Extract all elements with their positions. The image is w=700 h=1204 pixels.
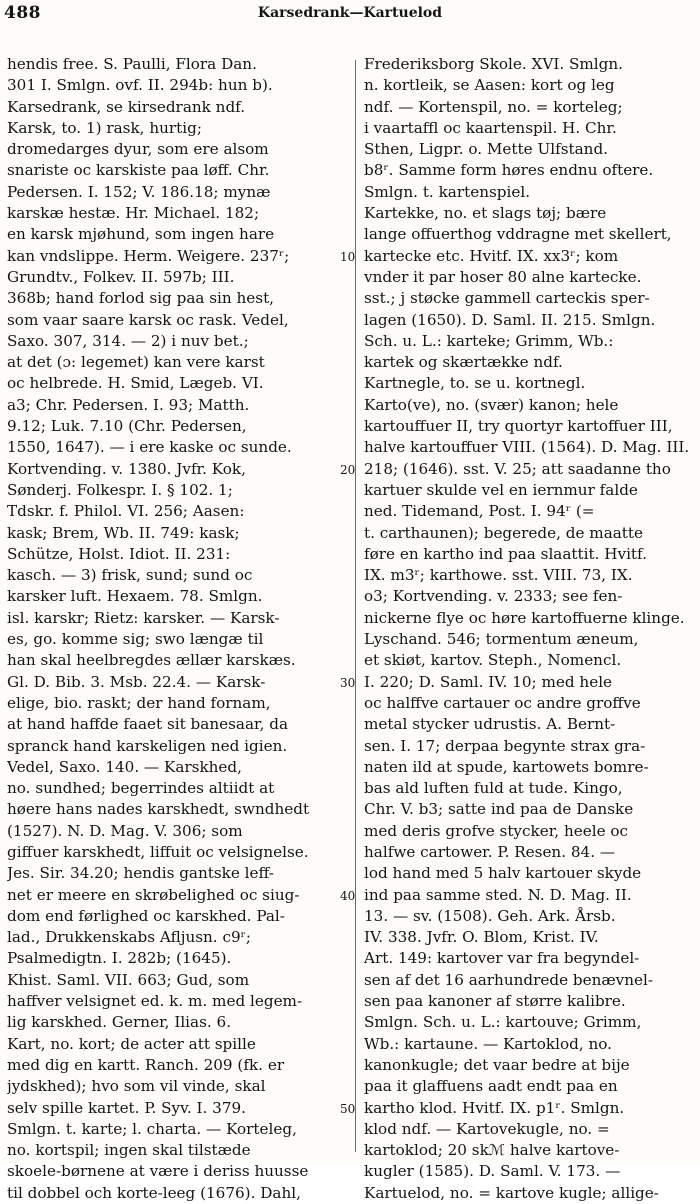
text-line: karsker luft. Hexaem. 78. Smlgn. bbox=[7, 587, 263, 606]
text-line: I. 220; D. Saml. IV. 10; med hele bbox=[364, 672, 613, 691]
text-line: kask; Brem, Wb. II. 749: kask; bbox=[7, 523, 240, 542]
text-line: 301 I. Smlgn. ovf. II. 294b: hun b). bbox=[7, 76, 273, 95]
text-line: selv spille kartet. P. Syv. I. 379. bbox=[7, 1098, 246, 1117]
text-line: 368b; hand forlod sig paa sin hest, bbox=[7, 289, 275, 308]
text-line: kasch. — 3) frisk, sund; sund oc bbox=[7, 566, 253, 585]
text-line: Sch. u. L.: karteke; Grimm, Wb.: bbox=[364, 331, 614, 350]
text-line: kartho klod. Hvitf. IX. p1ʳ. Smlgn. bbox=[364, 1098, 625, 1117]
text-line: n. kortleik, se Aasen: kort og leg bbox=[364, 76, 615, 95]
text-line: Tdskr. f. Philol. VI. 256; Aasen: bbox=[7, 502, 245, 521]
text-line: Sthen, Ligpr. o. Mette Ulfstand. bbox=[364, 140, 608, 159]
text-line: Lyschand. 546; tormentum æneum, bbox=[364, 630, 639, 649]
page-number: 488 bbox=[4, 3, 41, 23]
text-line: Pedersen. I. 152; V. 186.18; mynæ bbox=[7, 182, 271, 201]
text-line: isl. karskr; Rietz: karsker. — Karsk- bbox=[7, 608, 280, 627]
text-line: ndf. — Kortenspil, no. = korteleg; bbox=[364, 97, 623, 116]
text-line: spranck hand karskeligen ned igien. bbox=[7, 736, 288, 755]
text-line: høere hans nades karskhedt, swndhedt bbox=[7, 800, 310, 819]
text-line: metal stycker udrustis. A. Bernt- bbox=[364, 715, 616, 734]
column-divider bbox=[355, 60, 356, 1152]
text-line: Art. 149: kartover var fra begyndel- bbox=[364, 949, 640, 968]
text-line: Vedel, Saxo. 140. — Karskhed, bbox=[7, 757, 242, 776]
text-line: at hand haffde faaet sit banesaar, da bbox=[7, 715, 289, 734]
text-line: giffuer karskhedt, liffuit oc velsignelse. bbox=[7, 842, 309, 861]
text-line: Kart, no. kort; de acter att spille bbox=[7, 1034, 256, 1053]
text-line: kanonkugle; det vaar bedre at bije bbox=[364, 1055, 630, 1074]
text-line: oc helbrede. H. Smid, Lægeb. VI. bbox=[7, 374, 264, 393]
text-line: nickerne flye oc høre kartoffuerne klinge. bbox=[364, 608, 685, 627]
text-line: no. kortspil; ingen skal tilstæde bbox=[7, 1141, 251, 1160]
text-line: 218; (1646). sst. V. 25; att saadanne tho bbox=[364, 459, 671, 478]
text-line: halfwe cartower. P. Resen. 84. — bbox=[364, 842, 616, 861]
page-header bbox=[0, 3, 700, 29]
text-line: Karsedrank, se kirsedrank ndf. bbox=[7, 97, 246, 116]
text-line: o3; Kortvending. v. 2333; see fen- bbox=[364, 587, 623, 606]
text-line: Smlgn. Sch. u. L.: kartouve; Grimm, bbox=[364, 1013, 642, 1032]
margin-line-number: 10 bbox=[340, 249, 356, 264]
text-line: IV. 338. Jvfr. O. Blom, Krist. IV. bbox=[364, 928, 599, 947]
text-line: 13. — sv. (1508). Geh. Ark. Årsb. bbox=[364, 906, 616, 925]
text-line: sen. I. 17; derpaa begynte strax gra- bbox=[364, 736, 646, 755]
text-line: Karto(ve), no. (svær) kanon; hele bbox=[364, 395, 619, 414]
text-line: net er meere en skrøbelighed oc siug- bbox=[7, 885, 300, 904]
text-line: es, go. komme sig; swo længæ til bbox=[7, 630, 264, 649]
text-line: sst.; j støcke gammell carteckis sper- bbox=[364, 289, 650, 308]
text-line: hendis free. S. Paulli, Flora Dan. bbox=[7, 55, 257, 73]
text-line: lange offuerthog vddragne met skellert, bbox=[364, 225, 672, 244]
text-line: som vaar saare karsk oc rask. Vedel, bbox=[7, 310, 289, 329]
text-line: Khist. Saml. VII. 663; Gud, som bbox=[7, 970, 250, 989]
left-column bbox=[7, 54, 344, 1204]
text-line: no. sundhed; begerrindes altiidt at bbox=[7, 779, 275, 798]
text-line: Kartuelod, no. = kartove kugle; allige- bbox=[364, 1183, 659, 1202]
text-line: lod hand med 5 halv kartouer skyde bbox=[364, 864, 642, 883]
text-line: Saxo. 307, 314. — 2) i nuv bet.; bbox=[7, 331, 249, 350]
text-line: i vaartaffl oc kaartenspil. H. Chr. bbox=[364, 118, 617, 137]
text-line: med dig en kartt. Ranch. 209 (fk. er bbox=[7, 1055, 285, 1074]
text-line: Kartnegle, to. se u. kortnegl. bbox=[364, 374, 586, 393]
text-line: klod ndf. — Kartovekugle, no. = bbox=[364, 1119, 610, 1138]
text-line: Kortvending. v. 1380. Jvfr. Kok, bbox=[7, 459, 246, 478]
text-line: sen af det 16 aarhundrede benævnel- bbox=[364, 970, 654, 989]
text-line: Psalmedigtn. I. 282b; (1645). bbox=[7, 949, 232, 968]
text-line: Wb.: kartaune. — Kartoklod, no. bbox=[364, 1034, 612, 1053]
text-line: et skiøt, kartov. Steph., Nomencl. bbox=[364, 651, 622, 670]
text-line: Kartekke, no. et slags tøj; bære bbox=[364, 204, 607, 223]
margin-line-number: 20 bbox=[340, 462, 356, 477]
text-line: Grundtv., Folkev. II. 597b; III. bbox=[7, 267, 235, 286]
text-line: han skal heelbregdes ællær karskæs. bbox=[7, 651, 296, 670]
text-line: dromedarges dyur, som ere alsom bbox=[7, 140, 269, 159]
text-line: kartoklod; 20 skℳ halve kartove- bbox=[364, 1141, 620, 1160]
text-line: lad., Drukkenskabs Afljusn. c9ʳ; bbox=[7, 928, 252, 947]
text-line: med deris grofve stycker, heele oc bbox=[364, 821, 629, 840]
text-line: kugler (1585). D. Saml. V. 173. — bbox=[364, 1162, 621, 1181]
text-line: bas ald luften fuld at tude. Kingo, bbox=[364, 779, 623, 798]
text-line: snariste oc karskiste paa løff. Chr. bbox=[7, 161, 270, 180]
text-line: Smlgn. t. kartenspiel. bbox=[364, 182, 531, 201]
text-line: Schütze, Holst. Idiot. II. 231: bbox=[7, 544, 231, 563]
text-line: dom end førlighed oc karskhed. Pal- bbox=[7, 906, 285, 925]
text-line: Chr. V. b3; satte ind paa de Danske bbox=[364, 800, 634, 819]
text-line: paa it glaffuens aadt endt paa en bbox=[364, 1077, 618, 1096]
margin-line-number: 40 bbox=[340, 888, 356, 903]
text-line: a3; Chr. Pedersen. I. 93; Matth. bbox=[7, 395, 250, 414]
text-line: haffver velsignet ed. k. m. med legem- bbox=[7, 992, 303, 1011]
text-line: 9.12; Luk. 7.10 (Chr. Pedersen, bbox=[7, 417, 247, 436]
text-line: t. carthaunen); begerede, de maatte bbox=[364, 523, 643, 542]
text-line: elige, bio. raskt; der hand fornam, bbox=[7, 693, 271, 712]
text-line: Smlgn. t. karte; l. charta. — Korteleg, bbox=[7, 1119, 297, 1138]
text-line: Karsk, to. 1) rask, hurtig; bbox=[7, 118, 202, 137]
text-line: kartecke etc. Hvitf. IX. xx3ʳ; kom bbox=[364, 246, 619, 265]
text-line: kartuer skulde vel en iernmur falde bbox=[364, 480, 638, 499]
text-line: Jes. Sir. 34.20; hendis gantske leff- bbox=[7, 864, 274, 883]
text-line: ned. Tidemand, Post. I. 94ʳ (= bbox=[364, 502, 595, 521]
text-line: Frederiksborg Skole. XVI. Smlgn. bbox=[364, 55, 623, 73]
margin-line-number: 50 bbox=[340, 1101, 356, 1116]
margin-line-number: 30 bbox=[340, 675, 356, 690]
running-head: Karsedrank—Kartuelod bbox=[257, 5, 443, 21]
text-line: karskæ hestæ. Hr. Michael. 182; bbox=[7, 204, 260, 223]
text-line: 1550, 1647). — i ere kaske oc sunde. bbox=[7, 438, 292, 457]
text-line: Gl. D. Bib. 3. Msb. 22.4. — Karsk- bbox=[7, 672, 266, 691]
text-line: jydskhed); hvo som vil vinde, skal bbox=[7, 1077, 266, 1096]
text-line: skoele-børnene at være i deriss huusse bbox=[7, 1162, 309, 1181]
text-line: oc halffve cartauer oc andre groffve bbox=[364, 693, 641, 712]
text-line: naten ild at spude, kartowets bomre- bbox=[364, 757, 649, 776]
text-line: kartouffuer II, try quortyr kartoffuer III, bbox=[364, 417, 673, 436]
text-line: til dobbel och korte-leeg (1676). Dahl, bbox=[7, 1183, 301, 1202]
text-line: kan vndslippe. Herm. Weigere. 237ʳ; bbox=[7, 246, 290, 265]
text-line: vnder it par hoser 80 alne kartecke. bbox=[364, 267, 642, 286]
text-line: b8ʳ. Samme form høres endnu oftere. bbox=[364, 161, 654, 180]
text-line: halve kartouffuer VIII. (1564). D. Mag. III. bbox=[364, 438, 690, 457]
right-column bbox=[364, 54, 694, 1204]
text-line: en karsk mjøhund, som ingen hare bbox=[7, 225, 275, 244]
text-line: IX. m3ʳ; karthowe. sst. VIII. 73, IX. bbox=[364, 566, 633, 585]
text-line: sen paa kanoner af større kalibre. bbox=[364, 992, 626, 1011]
text-line: at det (ɔ: legemet) kan vere karst bbox=[7, 353, 265, 372]
text-line: lig karskhed. Gerner, Ilias. 6. bbox=[7, 1013, 232, 1032]
text-line: føre en kartho ind paa slaattit. Hvitf. bbox=[364, 544, 647, 563]
text-line: ind paa samme sted. N. D. Mag. II. bbox=[364, 885, 632, 904]
text-line: (1527). N. D. Mag. V. 306; som bbox=[7, 821, 243, 840]
text-line: kartek og skærtække ndf. bbox=[364, 353, 563, 372]
text-line: lagen (1650). D. Saml. II. 215. Smlgn. bbox=[364, 310, 656, 329]
text-line: Sønderj. Folkespr. I. § 102. 1; bbox=[7, 480, 233, 499]
